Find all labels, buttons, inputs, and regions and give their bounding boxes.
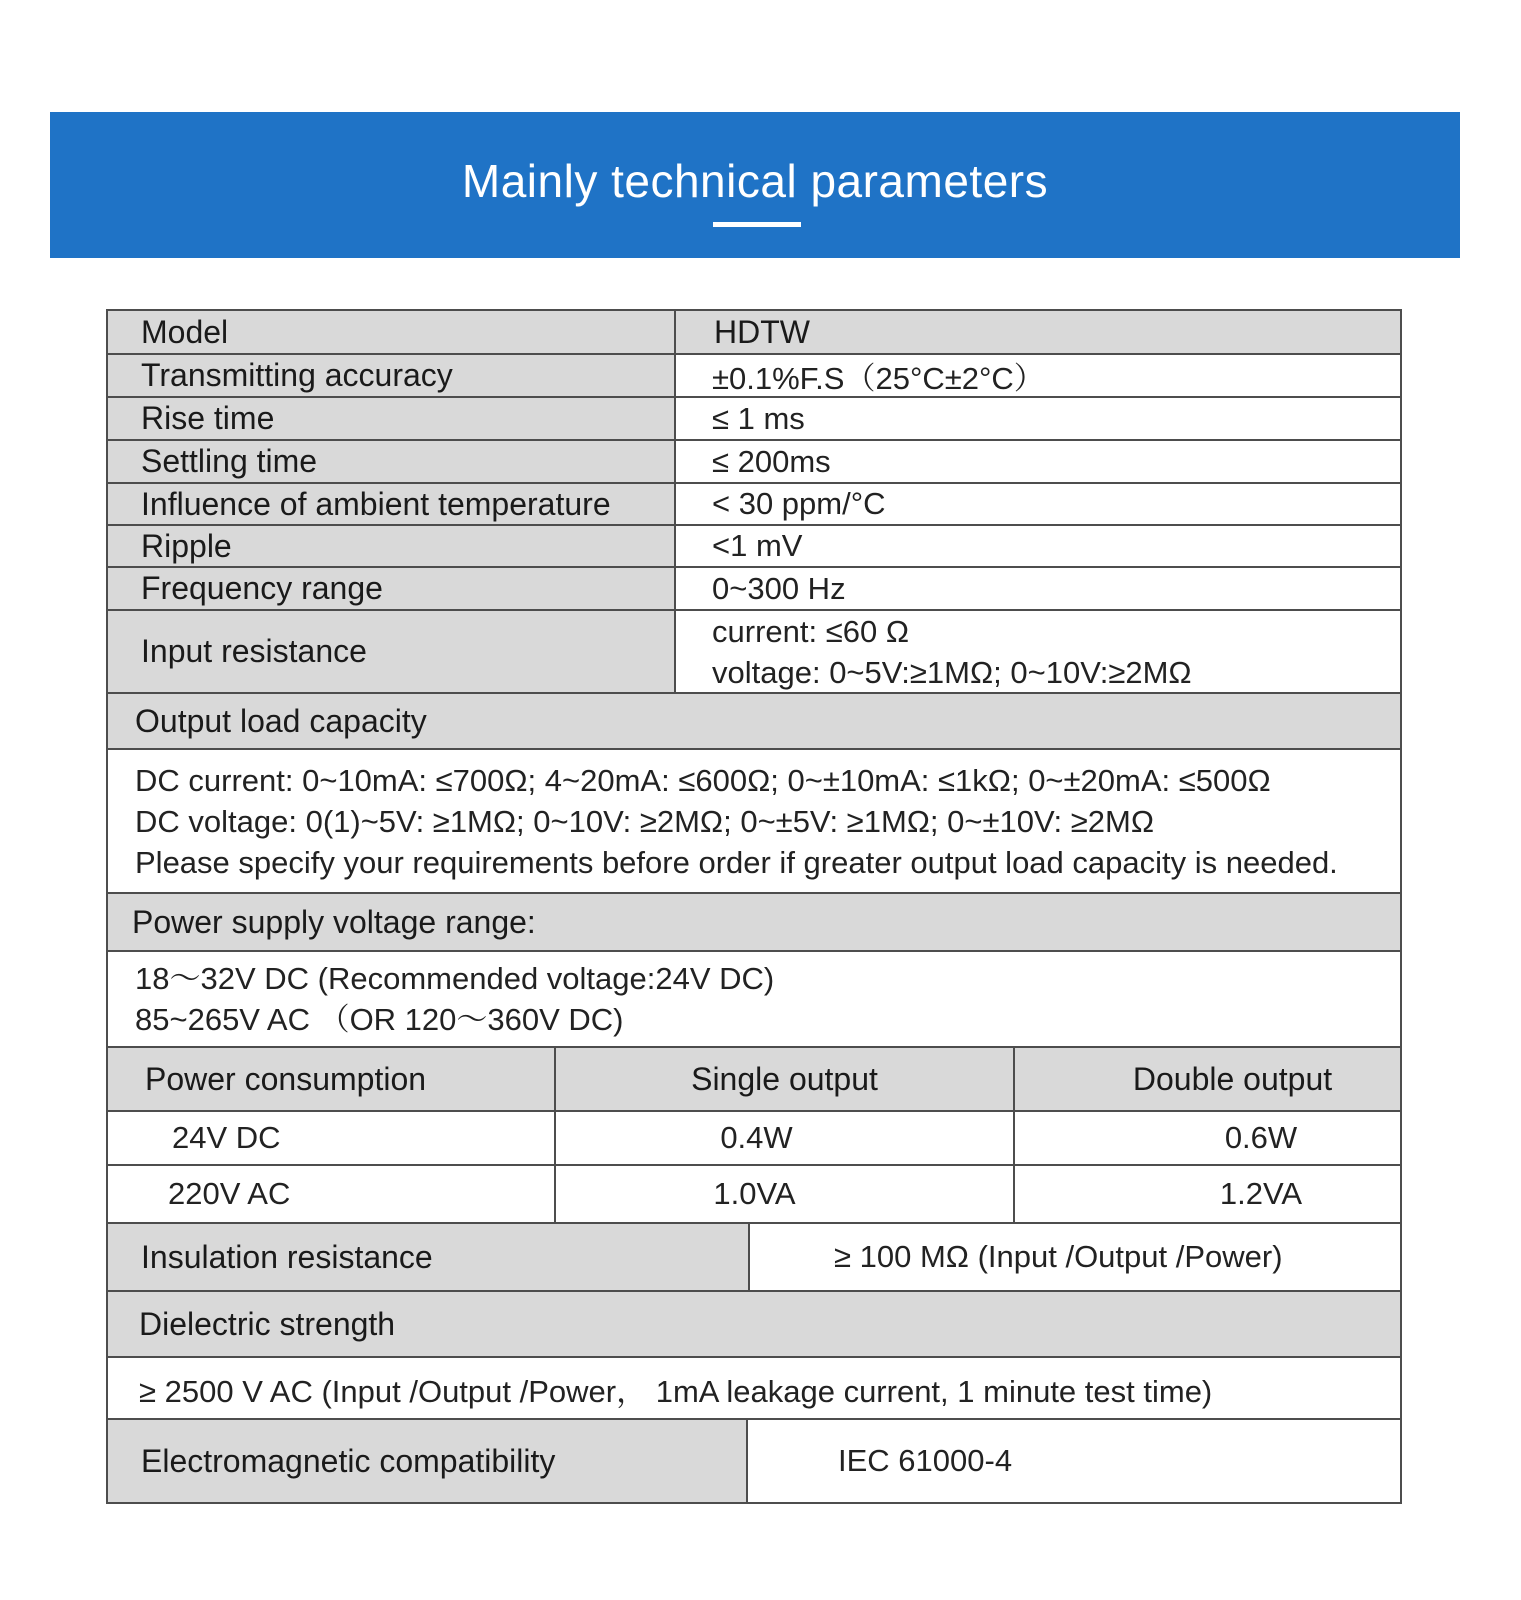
section-body-power-supply: [108, 952, 1400, 1048]
spec-label: Settling time: [141, 443, 318, 479]
spec-label: Insulation resistance: [141, 1238, 433, 1275]
spec-label: Model: [141, 313, 229, 350]
section-line: ≥ 2500 V AC (Input /Output /Power， 1mA leakage current, 1 minute test time): [139, 1373, 1213, 1409]
spec-value: <1 mV: [712, 528, 803, 563]
section-header-output-load: [108, 694, 1400, 750]
spec-label: Input resistance: [141, 633, 367, 669]
section-body-dielectric: [108, 1358, 1400, 1420]
table-cell: 220V AC: [168, 1176, 291, 1211]
spec-label: Transmitting accuracy: [141, 357, 453, 393]
spec-label: Frequency range: [141, 570, 383, 606]
title-banner: [50, 112, 1460, 258]
power-consumption-header-row: [108, 1048, 1400, 1112]
spec-row-ripple: [108, 526, 1400, 568]
spec-label: Ripple: [141, 527, 232, 564]
section-title: Dielectric strength: [139, 1305, 396, 1342]
section-body-output-load: [108, 750, 1400, 894]
table-cell: 0.6W: [1224, 1120, 1298, 1155]
spec-label: Electromagnetic compatibility: [141, 1442, 556, 1479]
section-title: Power supply voltage range:: [132, 903, 536, 940]
spec-row-insulation: [108, 1224, 1400, 1292]
spec-value: ±0.1%F.S（25°C±2°C）: [712, 361, 1045, 396]
section-line: DC current: 0~10mA: ≤700Ω; 4~20mA: ≤600Ω; 0~±10mA: ≤1kΩ; 0~±20mA: ≤500Ω: [135, 762, 1271, 798]
spec-value: ≤ 200ms: [712, 443, 831, 479]
spec-value-line: current: ≤60 Ω: [712, 613, 909, 649]
power-consumption-row: [108, 1112, 1400, 1166]
title-underline: [713, 222, 801, 227]
column-header: Double output: [1132, 1060, 1333, 1097]
column-header: Single output: [691, 1060, 878, 1097]
section-line: 85~265V AC （OR 120～360V DC): [135, 1002, 624, 1037]
section-header-power-supply: [108, 894, 1400, 952]
spec-value: ≤ 1 ms: [712, 400, 805, 436]
table-cell: 1.2VA: [1219, 1176, 1303, 1211]
section-line: 18～32V DC (Recommended voltage:24V DC): [135, 961, 775, 996]
page-title: Mainly technical parameters: [461, 155, 1049, 207]
spec-label: Influence of ambient temperature: [141, 485, 611, 522]
section-line: Please specify your requirements before order if greater output load capacity is needed.: [135, 844, 1338, 880]
spec-row-emc: [108, 1420, 1400, 1502]
spec-value: < 30 ppm/°C: [712, 486, 886, 521]
table-cell: 1.0VA: [713, 1176, 796, 1211]
spec-value-line: voltage: 0~5V:≥1MΩ; 0~10V:≥2MΩ: [712, 654, 1192, 690]
section-line: DC voltage: 0(1)~5V: ≥1MΩ; 0~10V: ≥2MΩ; 0~±5V: ≥1MΩ; 0~±10V: ≥2MΩ: [135, 803, 1155, 839]
spec-row-rise-time: [108, 398, 1400, 441]
spec-label: Rise time: [141, 400, 275, 436]
section-header-dielectric: [108, 1292, 1400, 1358]
spec-row-input-resistance: [108, 611, 1400, 694]
spec-table: [106, 309, 1402, 1504]
spec-row-model: [108, 311, 1400, 355]
spec-value: IEC 61000-4: [838, 1443, 1013, 1478]
section-title: Output load capacity: [135, 702, 427, 739]
spec-row-frequency-range: [108, 568, 1400, 611]
spec-row-accuracy: [108, 355, 1400, 398]
spec-row-settling-time: [108, 441, 1400, 484]
power-consumption-row: [108, 1166, 1400, 1224]
table-cell: 0.4W: [720, 1120, 793, 1155]
spec-value: HDTW: [714, 313, 810, 350]
spec-value: 0~300 Hz: [712, 570, 846, 606]
table-cell: 24V DC: [172, 1120, 281, 1155]
spec-value: ≥ 100 MΩ (Input /Output /Power): [834, 1239, 1283, 1274]
column-header: Power consumption: [145, 1060, 427, 1097]
spec-row-ambient-temperature: [108, 484, 1400, 526]
